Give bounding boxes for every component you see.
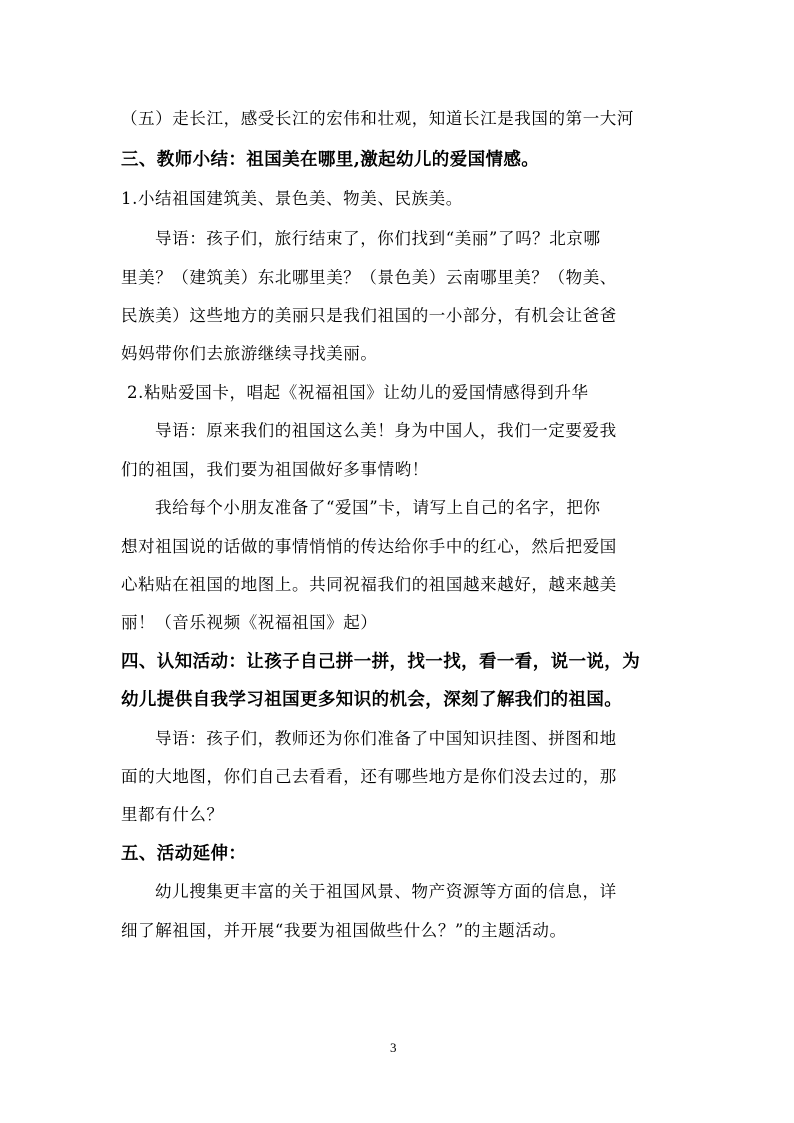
paragraph-line: 导语：原来我们的祖国这么美！身为中国人，我们一定要爱我 bbox=[155, 421, 617, 440]
heading-teacher-summary: 三、教师小结：祖国美在哪里,激起幼儿的爱国情感。 bbox=[121, 150, 540, 170]
paragraph-line: 心粘贴在祖国的地图上。共同祝福我们的祖国越来越好，越来越美 bbox=[121, 575, 617, 594]
paragraph-line: 里都有什么？ bbox=[121, 805, 224, 824]
heading-cognitive-activity-cont: 幼儿提供自我学习祖国更多知识的机会，深刻了解我们的祖国。 bbox=[121, 690, 623, 710]
paragraph-line: 妈妈带你们去旅游继续寻找美丽。 bbox=[121, 344, 378, 363]
list-item-2: 2.粘贴爱国卡，唱起《祝福祖国》让幼儿的爱国情感得到升华 bbox=[127, 383, 589, 402]
paragraph-line: 丽！（音乐视频《祝福祖国》起） bbox=[121, 613, 378, 632]
paragraph-line: 我给每个小朋友准备了“爱国”卡，请写上自己的名字，把你 bbox=[155, 498, 601, 517]
heading-activity-extension: 五、活动延伸： bbox=[121, 844, 247, 864]
paragraph-line-section-5: （五）走长江，感受长江的宏伟和壮观，知道长江是我国的第一大河 bbox=[121, 109, 634, 128]
heading-cognitive-activity: 四、认知活动：让孩子自己拼一拼，找一找，看一看，说一说，为 bbox=[121, 652, 641, 672]
paragraph-line: 民族美）这些地方的美丽只是我们祖国的一小部分，有机会让爸爸 bbox=[121, 306, 617, 325]
paragraph-line: 导语：孩子们，教师还为你们准备了中国知识挂图、拼图和地 bbox=[155, 729, 617, 748]
paragraph-line: 细了解祖国，并开展“我要为祖国做些什么？”的主题活动。 bbox=[121, 921, 567, 940]
paragraph-line: 面的大地图，你们自己去看看，还有哪些地方是你们没去过的，那 bbox=[121, 767, 617, 786]
paragraph-line: 幼儿搜集更丰富的关于祖国风景、物产资源等方面的信息，详 bbox=[155, 882, 617, 901]
paragraph-line: 里美？（建筑美）东北哪里美？（景色美）云南哪里美？（物美、 bbox=[121, 268, 617, 287]
list-item-1: 1.小结祖国建筑美、景色美、物美、民族美。 bbox=[121, 189, 463, 208]
page-number: 3 bbox=[390, 1040, 397, 1055]
paragraph-line: 想对祖国说的话做的事情悄悄的传达给你手中的红心，然后把爱国 bbox=[121, 537, 617, 556]
paragraph-line: 们的祖国，我们要为祖国做好多事情哟！ bbox=[121, 460, 429, 479]
paragraph-line: 导语：孩子们，旅行结束了，你们找到“美丽”了吗？北京哪 bbox=[155, 229, 601, 248]
